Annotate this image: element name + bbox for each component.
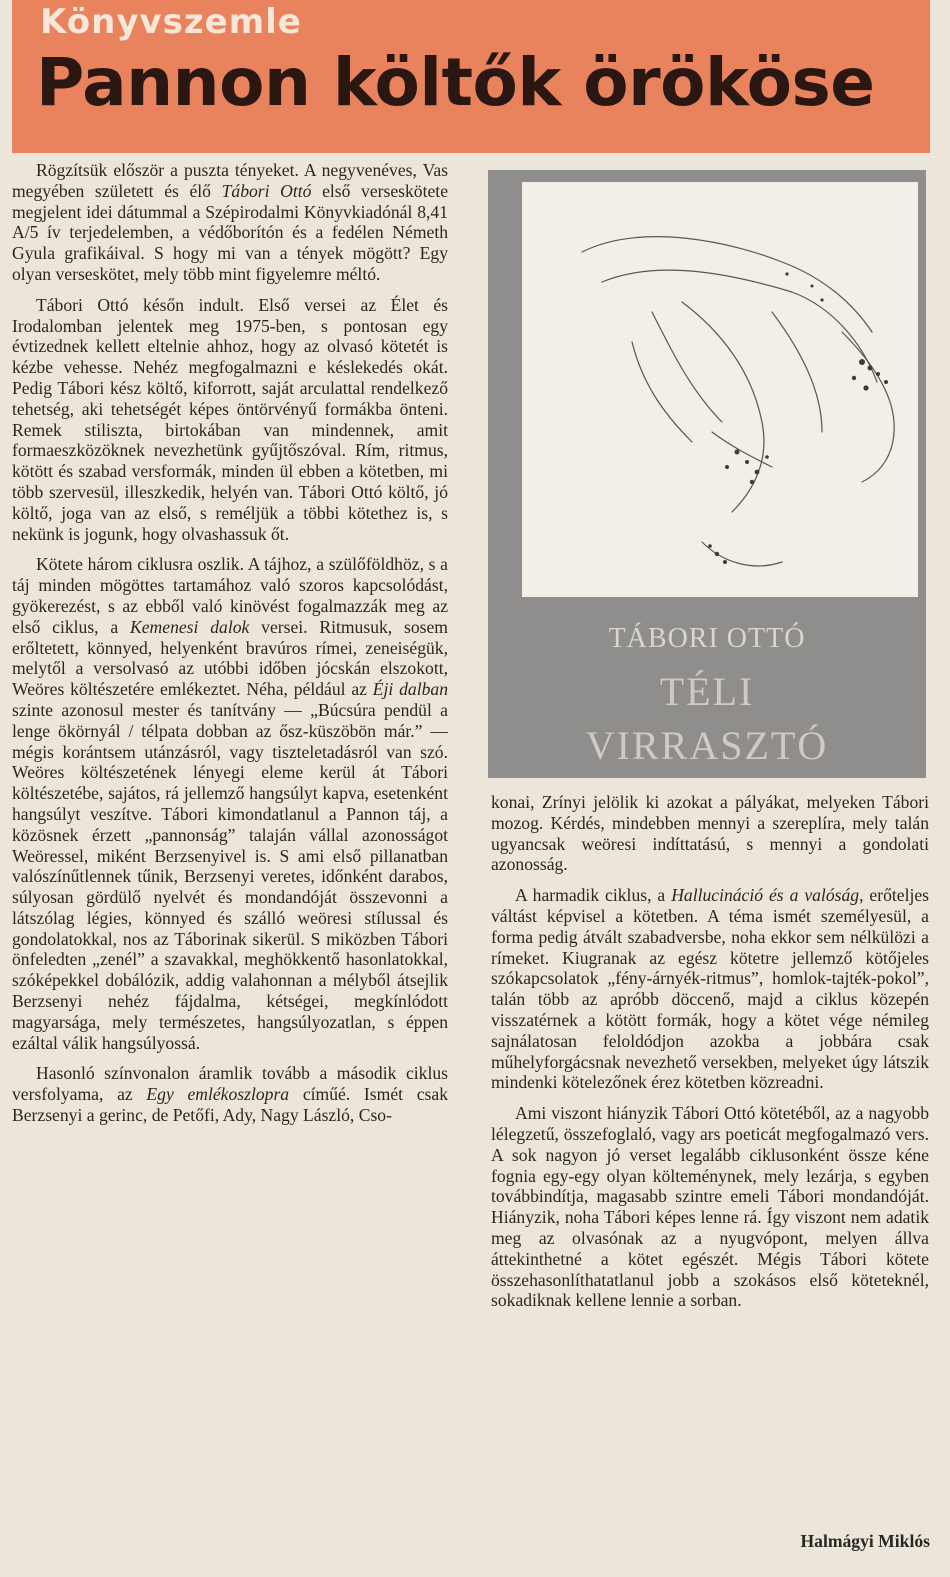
- headline: Pannon költők örököse: [36, 44, 875, 121]
- article-paragraph: [12, 160, 448, 285]
- paragraph-text: , erőteljes váltást képvisel a kötetben. A téma ismét személyesül, a forma pedig átvált szabadversbe, noha ekkor sem nélkülözi a rímeket. Kiugranak az egész kötetre jellemző kötőjeles szókapcsolatok „fény-árnyék-ritmus”, homlok-tajték-pokol”, talán több az apróbb döccenő, majd a ciklus közepén visszatérnek a kötött formák, hogy a kötet vége némileg sajnálatosan feloldódjon azokba a jobbára csak műhelyforgácsnak nevezhető versekben, melyeket úgy látszik mindenki kötelezőnek érez kötetben közreadni.: [491, 885, 929, 1093]
- cover-title-line-1: TÉLI: [659, 669, 755, 714]
- paragraph-text: A harmadik ciklus, a: [515, 885, 672, 906]
- section-label: Könyvszemle: [40, 2, 302, 42]
- paragraph-text: Hasonló színvonalon áramlik tovább a második ciklus versfolyama, az: [12, 1063, 448, 1105]
- cover-author: TÁBORI OTTÓ: [608, 623, 806, 654]
- header-band: [12, 0, 930, 153]
- article-paragraph: [491, 1103, 929, 1311]
- paragraph-text: első verseskötete megjelent idei dátummal a Szépirodalmi Könyvkiadónál 8,41 A/5 ív terjedelemben, a védőborítón és a fedélen Németh Gyula grafikáival. S hogy mi van a tények mögött? Egy olyan verseskötet, mely több mint figyelemre méltó.: [12, 180, 448, 284]
- italic-title-text: Éji dalban: [372, 679, 448, 700]
- italic-title-text: Hallucináció és a valóság: [671, 885, 860, 906]
- left-column: [12, 160, 448, 1126]
- italic-title-text: Tábori Ottó: [221, 180, 312, 201]
- paragraph-text: címűé. Ismét csak Berzsenyi a gerinc, de Petőfi, Ady, Nagy László, Cso-: [12, 1084, 448, 1126]
- right-column: [491, 792, 929, 1311]
- cover-artwork: [522, 182, 918, 597]
- article-paragraph: [491, 792, 929, 875]
- article-paragraph: [12, 295, 448, 545]
- article-paragraph: [491, 885, 929, 1093]
- paragraph-text: Tábori Ottó későn indult. Első versei az Élet és Irodalomban jelentek meg 1975-ben, s pontosan egy évtizednek kellett eltelnie ahhoz, hogy az olvasó kötetét is kézbe vehesse. Nehéz megfogalmazni e késlekedés okát. Pedig Tábori kész költő, kiforrott, saját arculattal rendelkező tehetség, aki tehetségét képes öntörvényű formákba önteni. Remek stiliszta, birtokában van mindennek, amit formaeszközöknek nevezhetünk gyűjtőszóval. Rím, ritmus, kötött és szabad versformák, minden ül ebben a kötetben, mi több szervesül, illeszkedik, helyén van. Tábori Ottó költő, jó költő, joga van az első, s reméljük a többi kötethez is, s nekünk is jogunk, hogy olvashassuk őt.: [12, 294, 448, 544]
- paragraph-text: Ami viszont hiányzik Tábori Ottó kötetéből, az a nagyobb lélegzetű, összefoglaló, vagy ars poeticát megfogalmazó vers. A sok nagyon jó verset legalább ciklusonként össze kéne fognia egy-egy olyan költeménynek, mely lezárja, s egyben továbbindítja, magasabb szintre emeli Tábori mondandóját. Hiányzik, noha Tábori képes lenne rá. Így viszont nem adatik meg az olvasónak az a nyugvópont, melyen állva áttekinthetné a kötet egészét. Mégis Tábori kötete összehasonlíthatatlanul jobb a szokásos első köteteknél, sokadiknak kellene lennie a sorban.: [491, 1103, 929, 1311]
- italic-title-text: Kemenesi dalok: [130, 616, 250, 637]
- paragraph-text: szinte azonosul mester és tanítvány — „Búcsúra pendül a lenge ökörnyál / télpata dobban az ősz-küszöbön már.” — mégis korántsem utánzásról, vagy tiszteletadásról van szó. Weöres költészetének lényegi eleme kerül át Tábori költészetébe, sajátos, rá jellemző hangsúlyt kapva, esetenként hangsúlyt veszítve. Tábori kimondatlanul a Pannon táj, a közösnek érzett „pannonság” talaján vállal azonosságot Weöressel, miként Berzsenyivel is. S ami első pillanatban valószínűtlennek tűnik, Berzsenyi veretes, időnként darabos, súlyosan gördülő nyelvét és mondandóját összevonni a látszólag légies, könnyed és szálló weöresi stílussal és gondolatokkal, nos az Táborinak sikerül. S miközben Tábori önfeledten „zenél” a szavakkal, meghökkentő hasonlatokkal, szóképekkel dobálózik, addig valahonnan a mélyből átsejlik Berzsenyi nehéz fájdalma, kétségei, megkínlódott magyarsága, mely természetes, hangsúlyozatlan, s éppen ezáltal válik hangsúlyossá.: [12, 699, 448, 1053]
- book-cover-image: [488, 170, 926, 778]
- paragraph-text: konai, Zrínyi jelölik ki azokat a pályákat, melyeken Tábori mozog. Kérdés, mindebben mennyi a szereplíra, mely talán ugyancsak weöresi indíttatású, s mennyi a gondolati azonosság.: [491, 792, 929, 875]
- paragraph-text: versei. Ritmusuk, sosem erőltetett, könnyed, helyenként bravúros rímei, zeneiségük, melytől a versolvasó az utóbbi időben jócskán elszokott, Weöres költészetére emlékeztet. Néha, például az: [12, 616, 448, 700]
- paragraph-text: Rögzítsük először a puszta tényeket. A negyvenéves, Vas megyében született és élő: [12, 160, 448, 201]
- cover-title-line-2: VIRRASZTÓ: [585, 723, 829, 768]
- byline: Halmágyi Miklós: [800, 1531, 930, 1551]
- article-paragraph: [12, 1063, 448, 1125]
- paragraph-text: Kötete három ciklusra oszlik. A tájhoz, a szülőföldhöz, s a táj minden mögöttes tartamához való szoros kapcsolódást, gyökerezést, s az ebből való kinövést fogalmazzák meg az első ciklus, a: [12, 554, 448, 637]
- article-paragraph: [12, 554, 448, 1053]
- ink-sketch-graphic: [522, 182, 918, 597]
- italic-title-text: Egy emlékoszlopra: [146, 1084, 290, 1105]
